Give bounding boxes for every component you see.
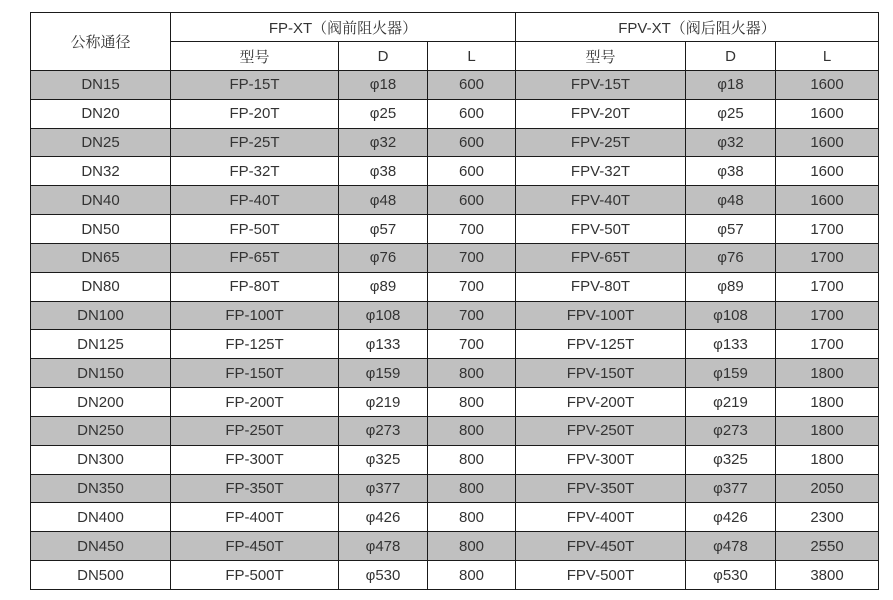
cell-fpv-model: FPV-125T	[516, 330, 686, 359]
cell-fpv-length: 3800	[776, 561, 879, 590]
cell-fpv-diameter: φ89	[686, 272, 776, 301]
cell-fpv-diameter: φ38	[686, 157, 776, 186]
cell-fpv-model: FPV-20T	[516, 99, 686, 128]
table-row	[31, 99, 879, 128]
cell-fp-diameter: φ108	[339, 301, 428, 330]
cell-fpv-model: FPV-32T	[516, 157, 686, 186]
cell-fp-length: 800	[428, 561, 516, 590]
cell-fp-length: 600	[428, 99, 516, 128]
cell-fp-length: 800	[428, 503, 516, 532]
cell-fpv-length: 1600	[776, 186, 879, 215]
cell-fp-length: 800	[428, 359, 516, 388]
cell-fp-model: FP-100T	[171, 301, 339, 330]
cell-fpv-diameter: φ57	[686, 215, 776, 244]
cell-fp-model: FP-25T	[171, 128, 339, 157]
cell-fpv-diameter: φ426	[686, 503, 776, 532]
cell-fpv-diameter: φ48	[686, 186, 776, 215]
table-row	[31, 416, 879, 445]
cell-fp-model: FP-300T	[171, 445, 339, 474]
cell-fp-diameter: φ89	[339, 272, 428, 301]
header-cell-fp-group: FP-XT（阀前阻火器）	[171, 13, 516, 42]
cell-fpv-length: 2300	[776, 503, 879, 532]
cell-fp-diameter: φ25	[339, 99, 428, 128]
cell-fpv-model: FPV-40T	[516, 186, 686, 215]
cell-fpv-length: 1700	[776, 272, 879, 301]
cell-fpv-diameter: φ219	[686, 388, 776, 417]
cell-fpv-diameter: φ18	[686, 71, 776, 100]
cell-fpv-length: 2550	[776, 532, 879, 561]
cell-fp-diameter: φ219	[339, 388, 428, 417]
cell-fpv-length: 1800	[776, 445, 879, 474]
cell-fp-length: 800	[428, 416, 516, 445]
header-cell-fpv-model: 型号	[516, 42, 686, 71]
cell-fp-model: FP-125T	[171, 330, 339, 359]
cell-fp-length: 600	[428, 186, 516, 215]
cell-fpv-length: 1700	[776, 215, 879, 244]
table-row	[31, 301, 879, 330]
cell-fp-length: 700	[428, 215, 516, 244]
cell-fpv-diameter: φ108	[686, 301, 776, 330]
cell-fpv-length: 2050	[776, 474, 879, 503]
table-row	[31, 388, 879, 417]
cell-fp-diameter: φ426	[339, 503, 428, 532]
header-row-groups	[31, 13, 879, 42]
header-cell-fpv-group: FPV-XT（阀后阻火器）	[516, 13, 879, 42]
cell-fpv-length: 1600	[776, 99, 879, 128]
cell-fp-model: FP-80T	[171, 272, 339, 301]
cell-fpv-length: 1700	[776, 243, 879, 272]
cell-fp-model: FP-20T	[171, 99, 339, 128]
table-row	[31, 330, 879, 359]
header-cell-fpv-d: D	[686, 42, 776, 71]
cell-fp-model: FP-15T	[171, 71, 339, 100]
cell-fpv-model: FPV-400T	[516, 503, 686, 532]
header-cell-fp-model: 型号	[171, 42, 339, 71]
cell-fp-length: 600	[428, 128, 516, 157]
cell-nominal-diameter: DN150	[31, 359, 171, 388]
cell-fp-model: FP-200T	[171, 388, 339, 417]
cell-fp-length: 800	[428, 474, 516, 503]
cell-nominal-diameter: DN300	[31, 445, 171, 474]
cell-fp-length: 800	[428, 445, 516, 474]
cell-fp-model: FP-65T	[171, 243, 339, 272]
table-row	[31, 215, 879, 244]
cell-fp-diameter: φ57	[339, 215, 428, 244]
cell-fp-diameter: φ133	[339, 330, 428, 359]
cell-fp-model: FP-450T	[171, 532, 339, 561]
flame-arrester-spec-table	[30, 12, 879, 590]
cell-fpv-length: 1700	[776, 301, 879, 330]
cell-nominal-diameter: DN200	[31, 388, 171, 417]
cell-fp-diameter: φ48	[339, 186, 428, 215]
table-row	[31, 561, 879, 590]
cell-fpv-model: FPV-15T	[516, 71, 686, 100]
cell-nominal-diameter: DN80	[31, 272, 171, 301]
cell-fpv-diameter: φ32	[686, 128, 776, 157]
cell-fpv-diameter: φ325	[686, 445, 776, 474]
cell-fp-diameter: φ18	[339, 71, 428, 100]
cell-nominal-diameter: DN20	[31, 99, 171, 128]
table-row	[31, 503, 879, 532]
cell-fp-model: FP-150T	[171, 359, 339, 388]
table-body	[31, 71, 879, 590]
cell-fpv-length: 1700	[776, 330, 879, 359]
table-row	[31, 71, 879, 100]
cell-fp-diameter: φ377	[339, 474, 428, 503]
cell-fpv-length: 1600	[776, 71, 879, 100]
cell-fp-diameter: φ530	[339, 561, 428, 590]
cell-fpv-model: FPV-350T	[516, 474, 686, 503]
cell-fp-diameter: φ32	[339, 128, 428, 157]
table-row	[31, 445, 879, 474]
cell-fp-length: 700	[428, 330, 516, 359]
cell-fpv-model: FPV-80T	[516, 272, 686, 301]
cell-nominal-diameter: DN125	[31, 330, 171, 359]
cell-nominal-diameter: DN32	[31, 157, 171, 186]
cell-fpv-diameter: φ273	[686, 416, 776, 445]
cell-nominal-diameter: DN250	[31, 416, 171, 445]
cell-fpv-model: FPV-450T	[516, 532, 686, 561]
cell-fpv-model: FPV-200T	[516, 388, 686, 417]
table-row	[31, 532, 879, 561]
cell-fpv-model: FPV-250T	[516, 416, 686, 445]
cell-fpv-model: FPV-150T	[516, 359, 686, 388]
cell-fp-length: 700	[428, 272, 516, 301]
cell-fp-diameter: φ38	[339, 157, 428, 186]
cell-fp-length: 600	[428, 157, 516, 186]
cell-nominal-diameter: DN15	[31, 71, 171, 100]
cell-fp-model: FP-400T	[171, 503, 339, 532]
cell-fpv-diameter: φ377	[686, 474, 776, 503]
cell-fpv-model: FPV-500T	[516, 561, 686, 590]
cell-fpv-length: 1600	[776, 157, 879, 186]
cell-fp-diameter: φ325	[339, 445, 428, 474]
cell-fpv-model: FPV-65T	[516, 243, 686, 272]
cell-fp-model: FP-350T	[171, 474, 339, 503]
cell-fpv-model: FPV-100T	[516, 301, 686, 330]
cell-fpv-diameter: φ76	[686, 243, 776, 272]
cell-fp-length: 600	[428, 71, 516, 100]
table-header	[31, 13, 879, 71]
header-cell-fpv-l: L	[776, 42, 879, 71]
cell-nominal-diameter: DN100	[31, 301, 171, 330]
cell-fpv-length: 1800	[776, 416, 879, 445]
cell-fp-length: 800	[428, 388, 516, 417]
cell-fp-diameter: φ159	[339, 359, 428, 388]
table-row	[31, 157, 879, 186]
cell-fp-length: 700	[428, 243, 516, 272]
table-row	[31, 128, 879, 157]
cell-nominal-diameter: DN400	[31, 503, 171, 532]
cell-fpv-diameter: φ478	[686, 532, 776, 561]
header-cell-fp-d: D	[339, 42, 428, 71]
cell-nominal-diameter: DN350	[31, 474, 171, 503]
cell-fp-model: FP-250T	[171, 416, 339, 445]
cell-fp-length: 800	[428, 532, 516, 561]
table-row	[31, 272, 879, 301]
cell-fpv-model: FPV-25T	[516, 128, 686, 157]
cell-fp-diameter: φ273	[339, 416, 428, 445]
cell-nominal-diameter: DN40	[31, 186, 171, 215]
cell-fpv-diameter: φ159	[686, 359, 776, 388]
table-row	[31, 474, 879, 503]
cell-fpv-model: FPV-50T	[516, 215, 686, 244]
cell-fpv-diameter: φ530	[686, 561, 776, 590]
cell-nominal-diameter: DN25	[31, 128, 171, 157]
cell-fp-model: FP-32T	[171, 157, 339, 186]
cell-fp-diameter: φ76	[339, 243, 428, 272]
cell-fpv-length: 1800	[776, 359, 879, 388]
cell-fpv-length: 1800	[776, 388, 879, 417]
header-cell-nominal-diameter: 公称通径	[31, 13, 171, 71]
header-cell-fp-l: L	[428, 42, 516, 71]
cell-nominal-diameter: DN450	[31, 532, 171, 561]
table-row	[31, 186, 879, 215]
cell-fp-length: 700	[428, 301, 516, 330]
cell-nominal-diameter: DN50	[31, 215, 171, 244]
cell-fpv-length: 1600	[776, 128, 879, 157]
table-row	[31, 243, 879, 272]
cell-fpv-diameter: φ25	[686, 99, 776, 128]
cell-fp-model: FP-500T	[171, 561, 339, 590]
cell-fp-model: FP-50T	[171, 215, 339, 244]
cell-fpv-diameter: φ133	[686, 330, 776, 359]
cell-nominal-diameter: DN65	[31, 243, 171, 272]
cell-fpv-model: FPV-300T	[516, 445, 686, 474]
cell-fp-model: FP-40T	[171, 186, 339, 215]
table-row	[31, 359, 879, 388]
cell-fp-diameter: φ478	[339, 532, 428, 561]
cell-nominal-diameter: DN500	[31, 561, 171, 590]
